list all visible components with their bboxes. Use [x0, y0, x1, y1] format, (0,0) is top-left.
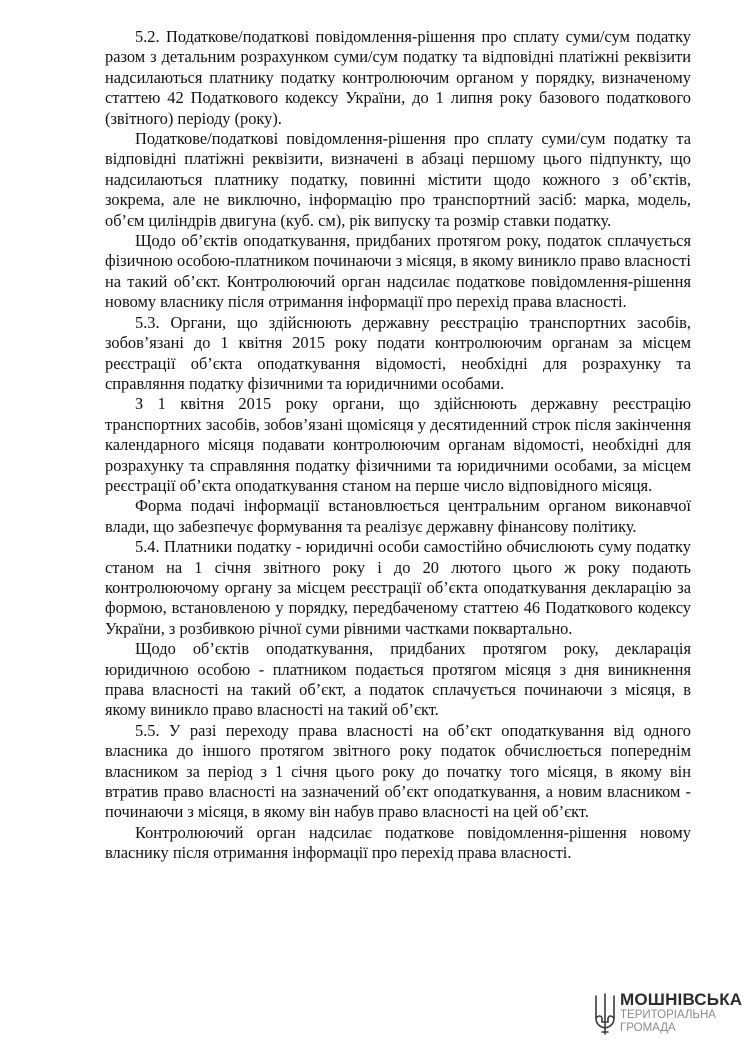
- paragraph-5-3: 5.3. Органи, що здійснюють державну реєстрацію транспортних засобів, зобов’язані до 1 квітня 2015 року подати контролюючим органам за місцем реєстрації об’єкта оподаткування відомості, необхідні для розрахунку та справляння податку фізичними та юридичними особами.: [105, 312, 691, 393]
- logo-subtitle-1: ТЕРИТОРІАЛЬНА: [620, 1009, 716, 1021]
- paragraph-5-4: 5.4. Платники податку - юридичні особи самостійно обчислюють суму податку станом на 1 січня звітного року і до 20 лютого цього ж року подають контролюючому органу за місцем реєстрації об’єкта оподаткування декларацію за формою, встановленою у порядку, передбаченому статтею 46 Податкового кодексу України, з розбивкою річної суми рівними частками поквартально.: [105, 537, 691, 638]
- paragraph-5-2-notice-content: Податкове/податкові повідомлення-рішення про сплату суми/сум податку та відповідні платіжні реквізити, визначені в абзаці першому цього підпункту, що надсилаються платнику податку, повинні містити щодо кожного з об’єктів, зокрема, але не виключно, інформацію про транспортний засіб: марка, модель, об’єм циліндрів двигуна (куб. см), рік випуску та розмір ставки податку.: [105, 129, 691, 230]
- logo-subtitle-2: ГРОМАДА: [620, 1022, 676, 1034]
- trident-icon: [594, 992, 616, 1036]
- paragraph-5-3-form: Форма подачі інформації встановлюється центральним органом виконавчої влади, що забезпечує формування та реалізує державну фінансову політику.: [105, 496, 691, 536]
- paragraph-5-2: 5.2. Податкове/податкові повідомлення-рішення про сплату суми/сум податку разом з детальним розрахунком суми/сум податку та відповідні платіжні реквізити надсилаються платнику податку контролюючим органом у порядку, визначеному статтею 42 Податкового кодексу України, до 1 липня року базового податкового (звітного) періоду (року).: [105, 27, 691, 128]
- paragraph-5-5-notice: Контролюючий орган надсилає податкове повідомлення-рішення новому власнику після отримання інформації про перехід права власності.: [105, 822, 691, 863]
- document-body: [105, 27, 691, 864]
- paragraph-5-5: 5.5. У разі переходу права власності на об’єкт оподаткування від одного власника до іншого протягом звітного року податок обчислюється попереднім власником за період з 1 січня цього року до початку того місяця, в якому він втратив право власності на зазначений об’єкт оподаткування, а новим власником - починаючи з місяця, в якому він набув право власності на цей об’єкт.: [105, 720, 691, 822]
- paragraph-5-3-monthly: З 1 квітня 2015 року органи, що здійснюють державну реєстрацію транспортних засобів, зобов’язані щомісяця у десятиденний строк після закінчення календарного місяця подавати контролюючим органам відомості, необхідні для розрахунку та справляння податку фізичними та юридичними особами, за місцем реєстрації об’єкта оподаткування станом на перше число відповідного місяця.: [105, 394, 691, 495]
- paragraph-5-2-acquired-objects: Щодо об’єктів оподаткування, придбаних протягом року, податок сплачується фізичною особою-платником починаючи з місяця, в якому виникло право власності на такий об’єкт. Контролюючий орган надсилає податкове повідомлення-рішення новому власнику після отримання інформації про перехід права власності.: [105, 231, 691, 312]
- logo-title: МОШНІВСЬКА: [620, 990, 743, 1009]
- community-logo: [594, 988, 743, 1044]
- paragraph-5-4-acquired-objects: Щодо об’єктів оподаткування, придбаних протягом року, декларація юридичною особою - платником подається протягом місяця з дня виникнення права власності на такий об’єкт, а податок сплачується починаючи з місяця, в якому виникло право власності на такий об’єкт.: [105, 639, 691, 720]
